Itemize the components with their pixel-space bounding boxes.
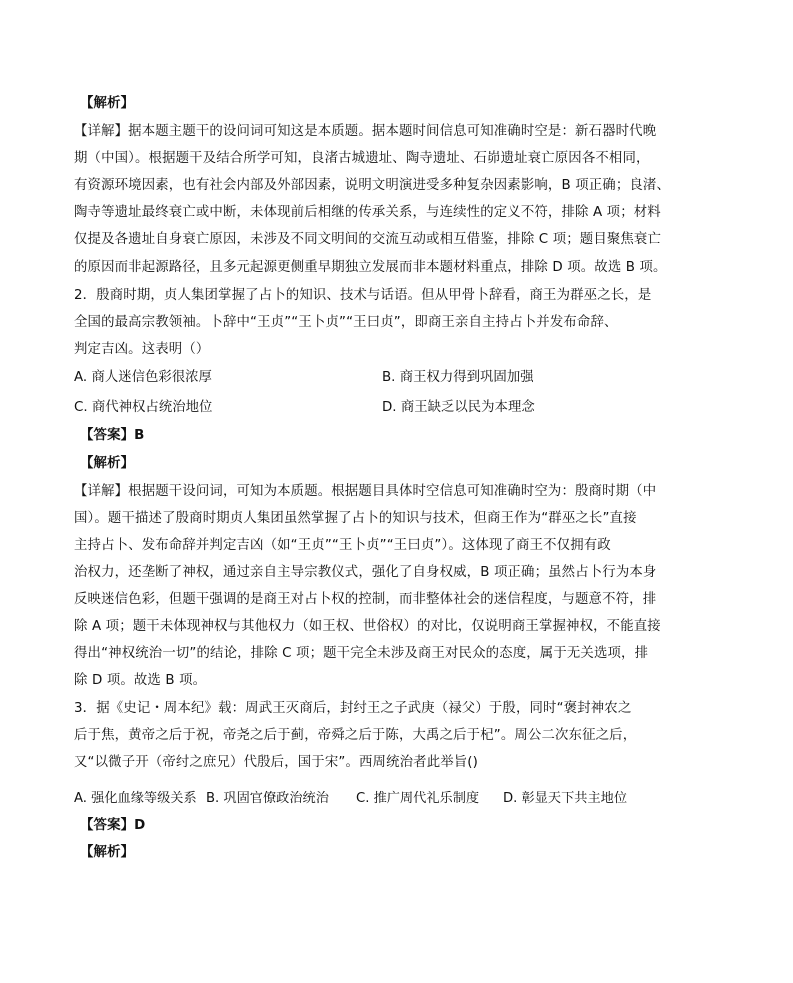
q1-analysis-line-4: 陶寺等遗址最终衰亡或中断，未体现前后相继的传承关系，与连续性的定义不符，排除 A 项；材料 bbox=[74, 205, 661, 220]
q2-stem-line-3: 判定吉凶。这表明（） bbox=[74, 342, 210, 357]
q2-stem-line-1: 2．殷商时期，贞人集团掌握了占卜的知识、技术与话语。但从甲骨卜辞看，商王为群巫之长，是 bbox=[74, 288, 652, 303]
q2-option-b: B. 商王权力得到巩固加强 bbox=[382, 370, 534, 385]
q2-answer: 【答案】B bbox=[80, 428, 145, 443]
q2-analysis-line-7: 得出“神权统治一切”的结论，排除 C 项；题干完全未涉及商王对民众的态度，属于无关选项，排 bbox=[74, 646, 649, 661]
q2-stem-line-2: 全国的最高宗教领袖。卜辞中“王贞”“王卜贞”“王曰贞”，即商王亲自主持占卜并发布命辞、 bbox=[74, 315, 618, 330]
q1-analysis-line-5: 仅提及各遗址自身衰亡原因，未涉及不同文明间的交流互动或相互借鉴，排除 C 项；题目聚焦衰亡 bbox=[74, 232, 662, 247]
q3-option-c: C. 推广周代礼乐制度 bbox=[356, 791, 480, 806]
q2-option-c: C. 商代神权占统治地位 bbox=[74, 400, 213, 415]
q1-analysis-line-3: 有资源环境因素，也有社会内部及外部因素，说明文明演进受多种复杂因素影响，B 项正确；良渚、 bbox=[74, 178, 670, 193]
q3-option-d: D. 彰显天下共主地位 bbox=[503, 791, 628, 806]
q3-analysis-label: 【解析】 bbox=[80, 845, 135, 860]
q2-analysis-line-6: 除 A 项；题干未体现神权与其他权力（如王权、世俗权）的对比，仅说明商王掌握神权，不能直接 bbox=[74, 619, 661, 634]
q1-analysis-line-6: 的原因而非起源路径，且多元起源更侧重早期独立发展而非本题材料重点，排除 D 项。故选 B 项。 bbox=[74, 260, 667, 275]
q3-option-a: A. 强化血缘等级关系 bbox=[74, 791, 197, 806]
q2-analysis-line-2: 国）。题干描述了殷商时期贞人集团虽然掌握了占卜的知识与技术，但商王作为“群巫之长”直接 bbox=[74, 511, 637, 526]
q1-analysis-label: 【解析】 bbox=[80, 96, 135, 111]
q2-analysis-line-4: 治权力，还垄断了神权，通过亲自主导宗教仪式，强化了自身权威，B 项正确；虽然占卜行为本身 bbox=[74, 565, 657, 580]
q2-analysis-line-3: 主持占卜、发布命辞并判定吉凶（如“王贞”“王卜贞”“王曰贞”）。这体现了商王不仅拥有政 bbox=[74, 538, 611, 553]
q2-analysis-line-5: 反映迷信色彩，但题干强调的是商王对占卜权的控制，而非整体社会的迷信程度，与题意不符，排 bbox=[74, 592, 657, 607]
q2-analysis-label: 【解析】 bbox=[80, 456, 135, 471]
q3-stem-line-3: 又“以微子开（帝纣之庶兄）代殷后，国于宋”。西周统治者此举旨() bbox=[74, 755, 479, 770]
q1-analysis-line-1: 【详解】据本题主题干的设问词可知这是本质题。据本题时间信息可知准确时空是：新石器时代晚 bbox=[74, 124, 657, 139]
q2-option-d: D. 商王缺乏以民为本理念 bbox=[382, 400, 535, 415]
q3-stem-line-1: 3．据《史记・周本纪》载：周武王灭商后，封纣王之子武庚（禄父）于殷，同时“褒封神农之 bbox=[74, 701, 632, 716]
q3-option-b: B. 巩固官僚政治统治 bbox=[206, 791, 329, 806]
q3-stem-line-2: 后于焦，黄帝之后于祝，帝尧之后于蓟，帝舜之后于陈，大禹之后于杞”。周公二次东征之后， bbox=[74, 728, 637, 743]
q3-answer: 【答案】D bbox=[80, 818, 146, 833]
q2-option-a: A. 商人迷信色彩很浓厚 bbox=[74, 370, 212, 385]
q2-analysis-line-1: 【详解】根据题干设问词，可知为本质题。根据题目具体时空信息可知准确时空为：殷商时期（中 bbox=[74, 484, 657, 499]
q1-analysis-line-2: 期（中国）。根据题干及结合所学可知，良渚古城遗址、陶寺遗址、石峁遗址衰亡原因各不相同， bbox=[74, 151, 650, 166]
q2-analysis-line-8: 除 D 项。故选 B 项。 bbox=[74, 673, 207, 688]
